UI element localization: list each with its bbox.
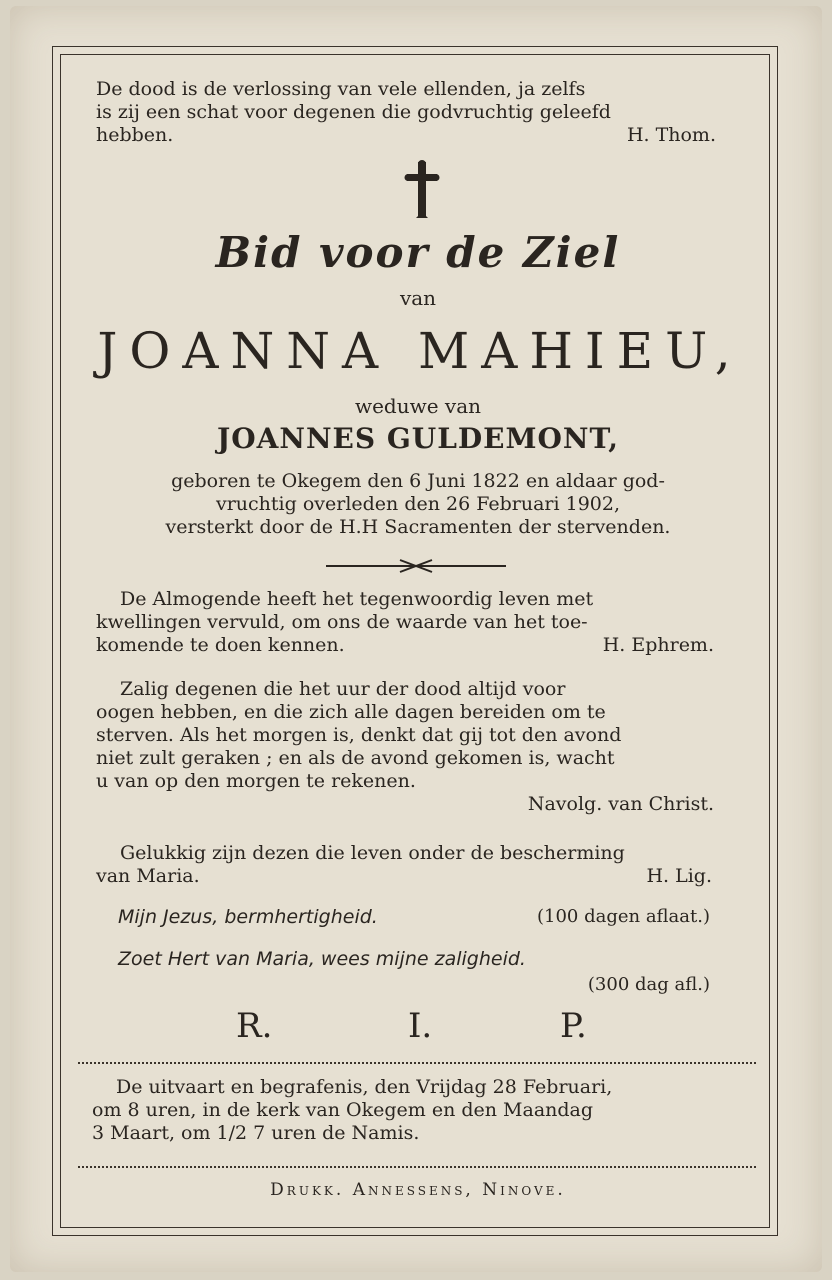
quote-liguori — [96, 842, 740, 888]
quote-line: kwellingen vervuld, om ons de waarde van het toe- — [96, 611, 588, 633]
quote-line: van Maria. — [96, 865, 200, 887]
quote-thomas — [96, 78, 740, 147]
quote-line: oogen hebben, en die zich alle dagen bereiden om te — [96, 701, 606, 723]
dotted-divider — [78, 1166, 756, 1168]
heading-van: van — [399, 286, 437, 310]
latin-cross-icon — [404, 160, 440, 220]
funeral-line: om 8 uren, in de kerk van Okegem en den Maandag — [92, 1099, 594, 1121]
quote-attribution: H. Thom. — [626, 124, 716, 146]
quote-line: De dood is de verlossing van vele ellenden, ja zelfs — [96, 78, 586, 100]
quote-ephrem — [96, 588, 740, 657]
prayer-2 — [118, 948, 710, 995]
quote-attribution: H. Ephrem. — [602, 634, 714, 656]
funeral-info — [92, 1076, 740, 1145]
relation-text: weduwe van — [354, 394, 482, 418]
quote-line: u van op den morgen te rekenen. — [96, 770, 416, 792]
prayer-1 — [118, 906, 710, 928]
quote-line: De Almogende heeft het tegenwoordig leven met — [120, 588, 594, 610]
info-line: vruchtig overleden den 26 Februari 1902, — [215, 493, 621, 515]
dotted-divider — [78, 1062, 756, 1064]
quote-line: is zij een schat voor degenen die godvruchtig geleefd — [96, 101, 611, 123]
spouse-name: JOANNES GULDEMONT, — [217, 422, 619, 455]
deceased-name: JOANNA MAHIEU, — [97, 322, 743, 380]
quote-attribution: H. Lig. — [646, 865, 712, 887]
quote-attribution: Navolg. van Christ. — [527, 793, 714, 815]
quote-line: niet zult geraken ; en als de avond gekomen is, wacht — [96, 747, 615, 769]
info-line: geboren te Okegem den 6 Juni 1822 en aldaar god- — [171, 470, 665, 492]
printer-credit: Drukk. Annessens, Ninove. — [270, 1180, 566, 1200]
ornament-divider — [326, 556, 506, 576]
quote-navolging — [96, 678, 740, 816]
quote-line: Gelukkig zijn dezen die leven onder de bescherming — [120, 842, 625, 864]
rip-i: I. — [408, 1006, 433, 1046]
indulgence-text: (100 dagen aflaat.) — [536, 906, 710, 927]
info-line: versterkt door de H.H Sacramenten der stervenden. — [165, 516, 671, 538]
prayer-text: Mijn Jezus, bermhertigheid. — [118, 906, 378, 928]
quote-line: hebben. — [96, 124, 174, 146]
funeral-line: De uitvaart en begrafenis, den Vrijdag 28 Februari, — [116, 1076, 613, 1098]
heading-bid: Bid voor de Ziel — [215, 228, 621, 277]
rip-p: P. — [560, 1006, 587, 1046]
indulgence-text: (300 dag afl.) — [587, 974, 710, 995]
quote-line: sterven. Als het morgen is, denkt dat gij tot den avond — [96, 724, 622, 746]
birth-death-info — [96, 470, 740, 539]
funeral-line: 3 Maart, om 1/2 7 uren de Namis. — [92, 1122, 420, 1144]
prayer-text: Zoet Hert van Maria, wees mijne zaligheid. — [118, 948, 526, 970]
rip-r: R. — [236, 1006, 273, 1046]
quote-line: Zalig degenen die het uur der dood altijd voor — [120, 678, 566, 700]
quote-line: komende te doen kennen. — [96, 634, 345, 656]
